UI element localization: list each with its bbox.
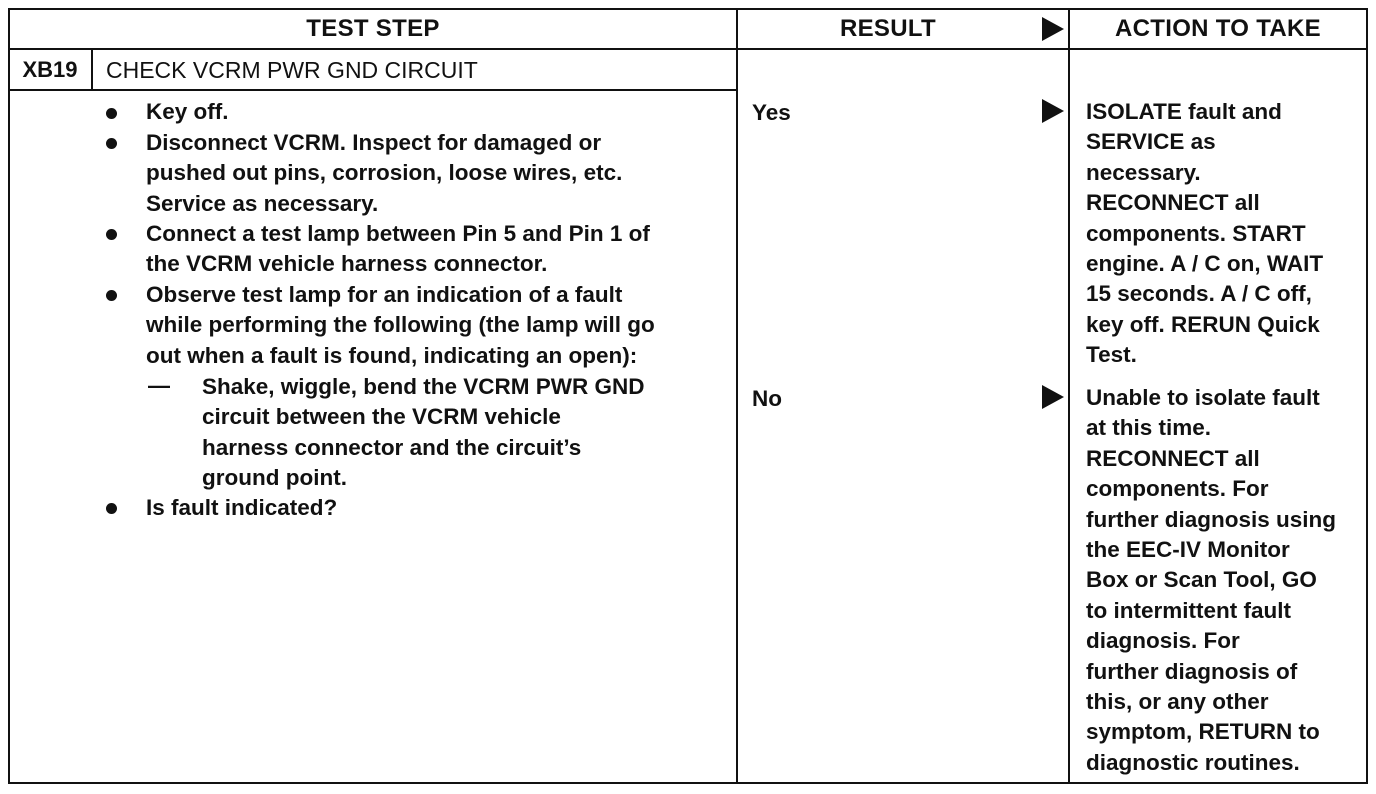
step-id: XB19 (22, 57, 78, 82)
no-arrow-icon (1042, 385, 1064, 409)
bullet-icon (106, 229, 117, 240)
action-no: Unable to isolate fault at this time. RECONNECT all components. For further diagnosis using the EEC-IV Monitor Box or Scan Tool, GO to intermittent fault diagnosis. For further diagnosis of this, or any other symptom, RETURN to diagnostic routines. (1086, 385, 1337, 775)
bullet-icon (106, 503, 117, 514)
result-header: RESULT (839, 15, 937, 42)
bullet-4: Observe test lamp for an indication of a fault while performing the following (the lamp will go out when a fault is found, indicating an open): (146, 282, 655, 368)
test-step-header: TEST STEP (306, 15, 440, 42)
action-column-divider (1068, 8, 1070, 784)
step-title: CHECK VCRM PWR GND CIRCUIT (106, 56, 478, 83)
bullet-icon (106, 290, 117, 301)
bullet-2: Disconnect VCRM. Inspect for damaged or pushed out pins, corrosion, loose wires, etc. Service as necessary. (146, 130, 623, 216)
bullet-1: Key off. (146, 99, 229, 124)
bullet-icon (106, 138, 117, 149)
table-bottom-border (8, 782, 1368, 784)
result-column-divider (736, 8, 738, 784)
result-arrow-icon (1042, 17, 1064, 41)
action-header: ACTION TO TAKE (1115, 15, 1321, 42)
result-no: No (752, 386, 782, 411)
table-right-border (1366, 8, 1368, 784)
result-yes: Yes (752, 100, 791, 125)
question: Is fault indicated? (146, 495, 338, 520)
sub-item: Shake, wiggle, bend the VCRM PWR GND circuit between the VCRM vehicle harness connector and the circuit’s ground point. (202, 374, 645, 490)
action-yes: ISOLATE fault and SERVICE as necessary. RECONNECT all components. START engine. A / C on, WAIT 15 seconds. A / C off, key off. RERUN Quick Test. (1086, 99, 1324, 368)
sub-item-dash: — (148, 373, 170, 398)
step-id-divider (91, 48, 93, 90)
table-left-border (8, 8, 10, 784)
yes-arrow-icon (1042, 99, 1064, 123)
bullet-icon (106, 108, 117, 119)
bullet-3: Connect a test lamp between Pin 5 and Pin 1 of the VCRM vehicle harness connector. (146, 221, 650, 277)
